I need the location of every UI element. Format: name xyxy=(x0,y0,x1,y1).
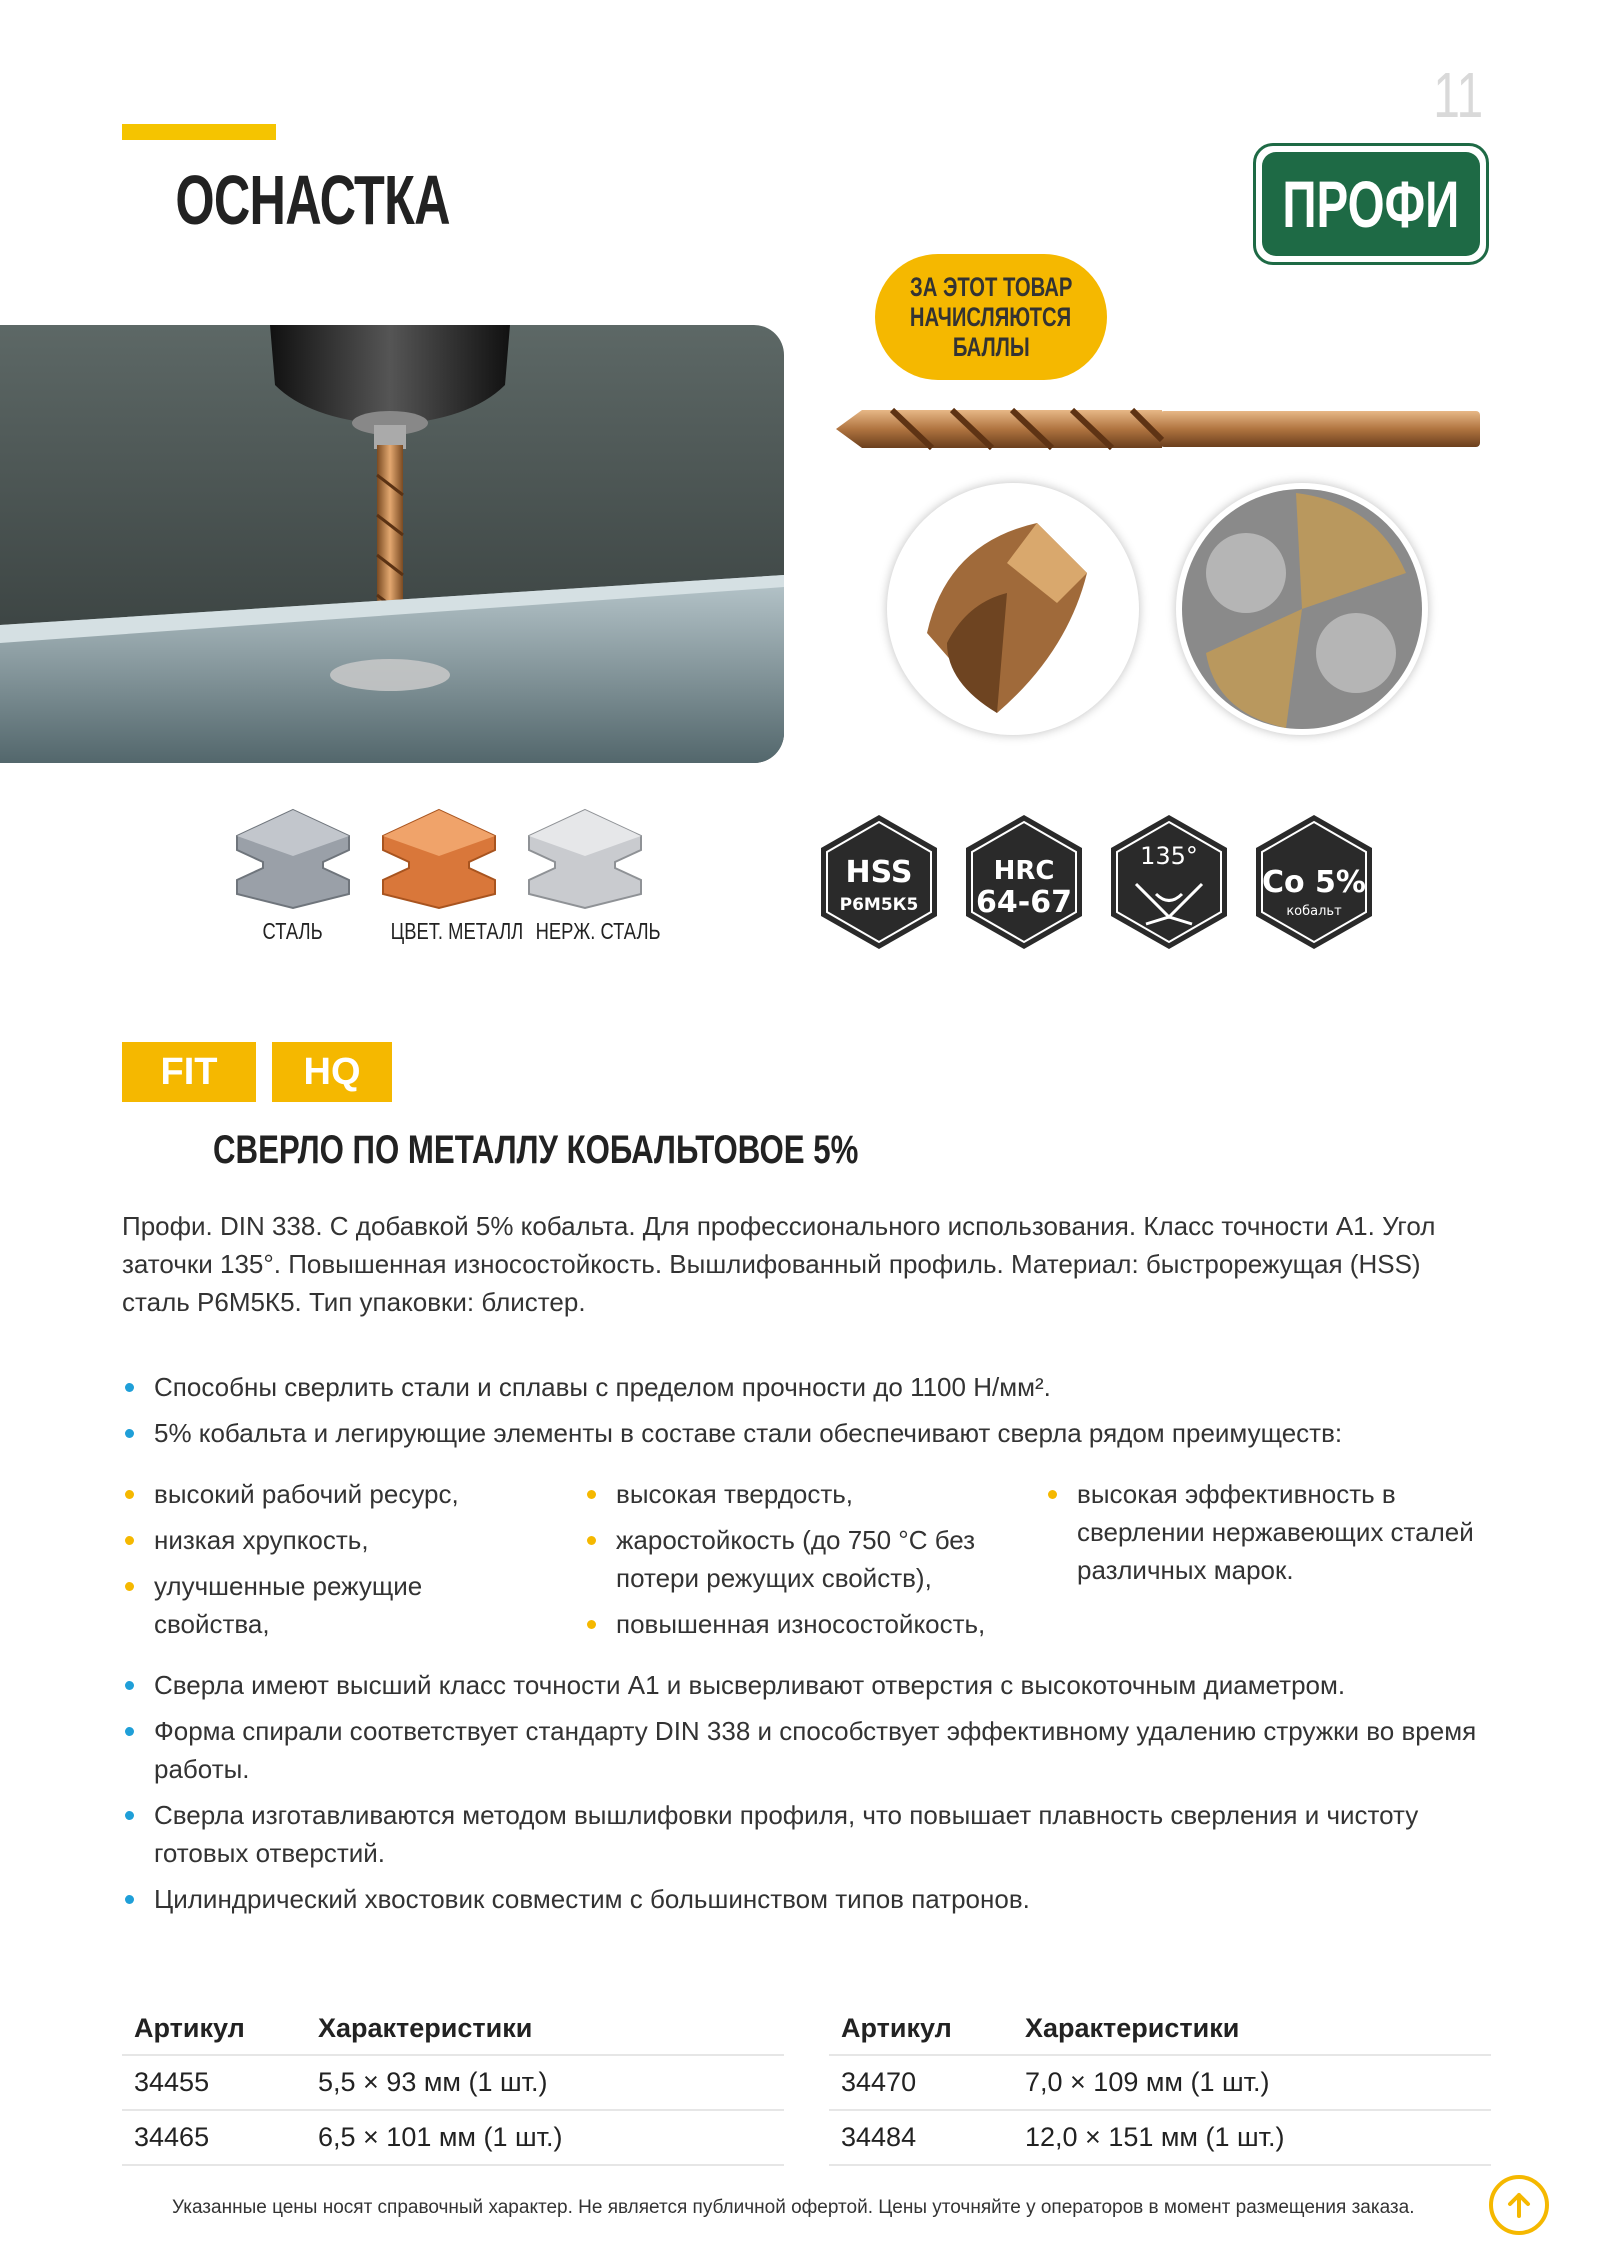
table-header-article: Артикул xyxy=(829,2002,1013,2055)
spec-cell: 7,0 × 109 мм (1 шт.) xyxy=(1013,2055,1491,2110)
table-header-spec: Характеристики xyxy=(306,2002,784,2055)
article-cell: 34465 xyxy=(122,2110,306,2165)
list-item: низкая хрупкость, xyxy=(122,1521,522,1559)
points-badge-line-2: НАЧИСЛЯЮТСЯ xyxy=(910,302,1072,332)
material-label: ЦВЕТ. МЕТАЛЛ xyxy=(390,918,524,944)
list-item: повышенная износостойкость, xyxy=(584,1605,1024,1643)
table-row xyxy=(122,2110,784,2165)
stainless-beam-icon xyxy=(523,806,647,910)
article-table-right xyxy=(829,2002,1491,2166)
section-title: ОСНАСТКА xyxy=(175,161,450,239)
article-cell: 34455 xyxy=(122,2055,306,2110)
material-label: НЕРЖ. СТАЛЬ xyxy=(535,918,661,944)
hrc-label: HRC xyxy=(993,856,1055,886)
article-cell: 34470 xyxy=(829,2055,1013,2110)
table-row xyxy=(122,2055,784,2110)
list-item: жаростойкость (до 750 °С без потери режущих свойств), xyxy=(584,1521,1024,1597)
spec-cell: 5,5 × 93 мм (1 шт.) xyxy=(306,2055,784,2110)
list-item: высокая твердость, xyxy=(584,1475,1024,1513)
list-item: Способны сверлить стали и сплавы с пределом прочности до 1100 Н/мм². xyxy=(122,1368,1492,1406)
footer-disclaimer: Указанные цены носят справочный характер. Не является публичной офертой. Цены уточняйте у операторов в момент размещения заказа. xyxy=(172,2197,1415,2218)
cobalt-sublabel: кобальт xyxy=(1286,904,1342,919)
material-nonferrous xyxy=(374,806,524,945)
list-item: высокий рабочий ресурс, xyxy=(122,1475,522,1513)
list-item: 5% кобальта и легирующие элементы в составе стали обеспечивают сверла рядом преимуществ: xyxy=(122,1414,1492,1452)
hss-grade: Р6М5К5 xyxy=(839,895,919,915)
points-badge-line-3: БАЛЛЫ xyxy=(952,332,1030,362)
points-badge xyxy=(875,254,1107,380)
material-steel xyxy=(228,806,358,945)
hrc-hex-icon xyxy=(961,812,1087,952)
hss-label: HSS xyxy=(845,855,913,890)
brand-hq-logo xyxy=(272,1042,392,1102)
article-cell: 34484 xyxy=(829,2110,1013,2165)
list-item: Сверла изготавливаются методом вышлифовки профиля, что повышает плавность сверления и чистоту готовых отверстий. xyxy=(122,1796,1492,1872)
profi-badge xyxy=(1253,143,1489,265)
nonferrous-beam-icon xyxy=(377,806,501,910)
steel-beam-icon xyxy=(231,806,355,910)
spec-cell: 12,0 × 151 мм (1 шт.) xyxy=(1013,2110,1491,2165)
accent-bar xyxy=(122,124,276,140)
table-row xyxy=(829,2055,1491,2110)
drill-tip-icon xyxy=(887,483,1139,735)
list-item: Цилиндрический хвостовик совместим с большинством типов патронов. xyxy=(122,1880,1492,1918)
angle-label: 135° xyxy=(1140,842,1198,870)
properties-col-2 xyxy=(584,1475,1024,1651)
list-item: высокая эффективность в сверлении нержавеющих сталей различных марок. xyxy=(1045,1475,1495,1589)
scroll-up-button[interactable] xyxy=(1489,2175,1549,2235)
drill-face-closeup xyxy=(1176,483,1428,735)
material-stainless xyxy=(520,806,661,945)
properties-col-3 xyxy=(1045,1475,1495,1597)
drill-bit-side-icon xyxy=(832,400,1484,458)
list-item: Сверла имеют высший класс точности А1 и высверливают отверстия с высокоточным диаметром. xyxy=(122,1666,1492,1704)
drill-chuck-photo-icon xyxy=(0,325,784,763)
angle-hex-icon xyxy=(1106,812,1232,952)
drill-tip-closeup xyxy=(887,483,1139,735)
benefits-bottom xyxy=(122,1666,1492,1926)
hero-photo xyxy=(0,325,784,763)
benefits-top xyxy=(122,1368,1492,1460)
table-header-spec: Характеристики xyxy=(1013,2002,1491,2055)
cobalt-label: Co 5% xyxy=(1261,865,1367,900)
properties-col-1 xyxy=(122,1475,522,1651)
table-row xyxy=(829,2110,1491,2165)
table-header-article: Артикул xyxy=(122,2002,306,2055)
product-description: Профи. DIN 338. С добавкой 5% кобальта. Для профессионального использования. Класс точности А1. Угол заточки 135°. Повышенная износостойкость. Вышлифованный профиль. Материал: быстрорежущая (HSS) сталь Р6М5К5. Тип упаковки: блистер. xyxy=(122,1211,1436,1317)
page-number: 11 xyxy=(1433,59,1484,131)
cobalt-hex-icon xyxy=(1251,812,1377,952)
points-badge-line-1: ЗА ЭТОТ ТОВАР xyxy=(909,272,1073,302)
profi-badge-label: ПРОФИ xyxy=(1282,167,1460,241)
brand-fit-label: FIT xyxy=(160,1050,218,1093)
material-label: СТАЛЬ xyxy=(262,918,324,944)
list-item: Форма спирали соответствует стандарту DIN 338 и способствует эффективному удалению стружки во время работы. xyxy=(122,1712,1492,1788)
article-table-left xyxy=(122,2002,784,2166)
spec-cell: 6,5 × 101 мм (1 шт.) xyxy=(306,2110,784,2165)
list-item: улучшенные режущие свойства, xyxy=(122,1567,522,1643)
drill-face-icon xyxy=(1176,483,1428,735)
product-title: СВЕРЛО ПО МЕТАЛЛУ КОБАЛЬТОВОЕ 5% xyxy=(213,1128,859,1172)
hrc-value: 64-67 xyxy=(976,885,1072,920)
brand-hq-label: HQ xyxy=(303,1050,361,1093)
hss-hex-icon xyxy=(816,812,942,952)
brand-fit-logo xyxy=(122,1042,256,1102)
arrow-up-icon xyxy=(1504,2190,1534,2220)
